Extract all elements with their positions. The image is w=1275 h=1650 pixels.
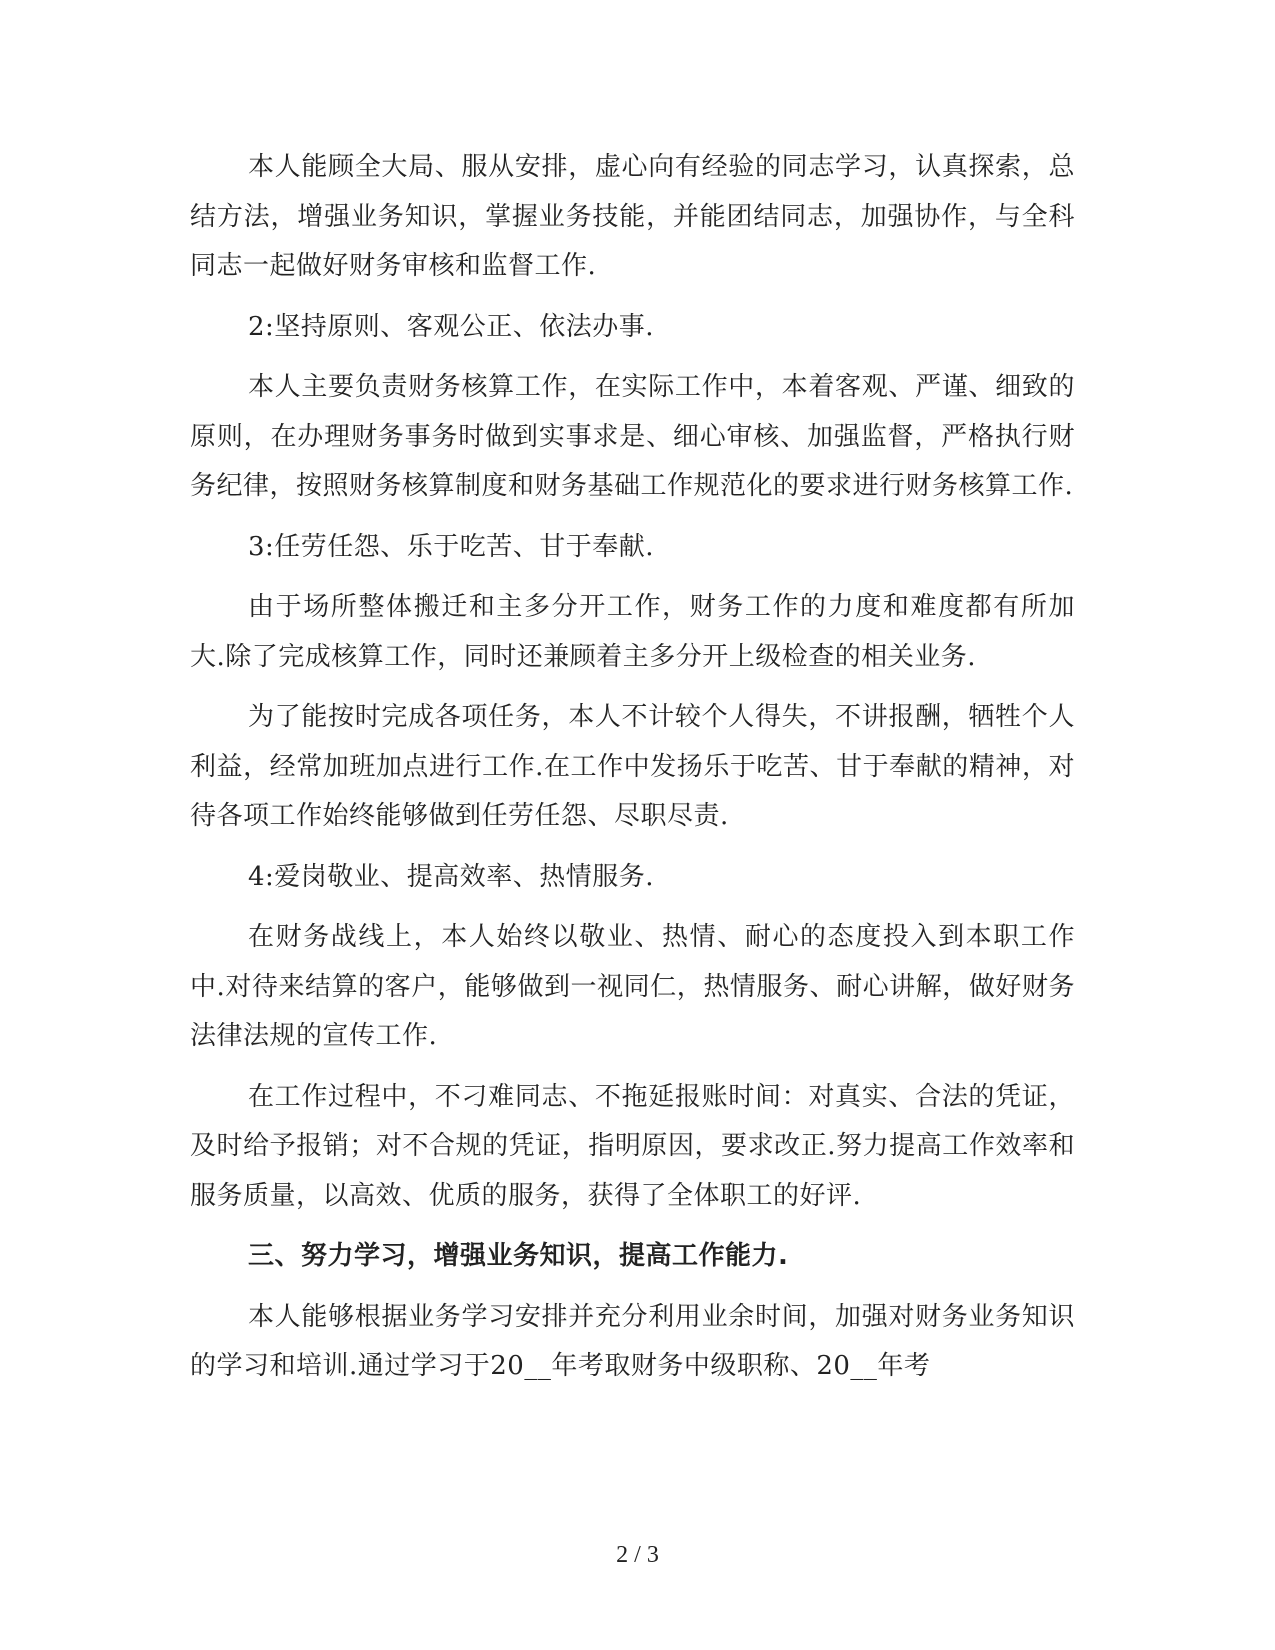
item-2-heading: 2:坚持原则、客观公正、依法办事. [248,311,655,342]
item-4-heading: 4:爱岗敬业、提高效率、热情服务. [248,861,655,892]
paragraph-efficiency: 在工作过程中，不刁难同志、不拖延报账时间：对真实、合法的凭证，及时给予报销；对不合规的凭证，指明原因，要求改正.努力提高工作效率和服务质量，以高效、优质的服务，获得了全体职工的好评. [190,1081,1075,1211]
paragraph-dedication: 为了能按时完成各项任务，本人不计较个人得失，不讲报酬，牺牲个人利益，经常加班加点进行工作.在工作中发扬乐于吃苦、甘于奉献的精神，对待各项工作始终能够做到任劳任怨、尽职尽责. [190,702,1075,831]
section-3-heading: 三、努力学习，增强业务知识，提高工作能力. [248,1241,789,1271]
paragraph-teamwork: 本人能顾全大局、服从安排，虚心向有经验的同志学习，认真探索，总结方法，增强业务知识，掌握业务技能，并能团结同志，加强协作，与全科同志一起做好财务审核和监督工作. [190,152,1075,281]
document-body [190,143,1075,1403]
paragraph-accounting: 本人主要负责财务核算工作，在实际工作中，本着客观、严谨、细致的原则，在办理财务事务时做到实事求是、细心审核、加强监督，严格执行财务纪律，按照财务核算制度和财务基础工作规范化的要求进行财务核算工作. [190,372,1075,501]
paragraph-relocation: 由于场所整体搬迁和主多分开工作，财务工作的力度和难度都有所加大.除了完成核算工作，同时还兼顾着主多分开上级检查的相关业务. [190,592,1075,672]
paragraph-service: 在财务战线上，本人始终以敬业、热情、耐心的态度投入到本职工作中.对待来结算的客户，能够做到一视同仁，热情服务、耐心讲解，做好财务法律法规的宣传工作. [190,922,1075,1051]
page-number: 2 / 3 [616,1542,659,1568]
paragraph-study: 本人能够根据业务学习安排并充分利用业余时间，加强对财务业务知识的学习和培训.通过学习于20__年考取财务中级职称、20__年考 [190,1301,1075,1381]
item-3-heading: 3:任劳任怨、乐于吃苦、甘于奉献. [248,531,655,562]
